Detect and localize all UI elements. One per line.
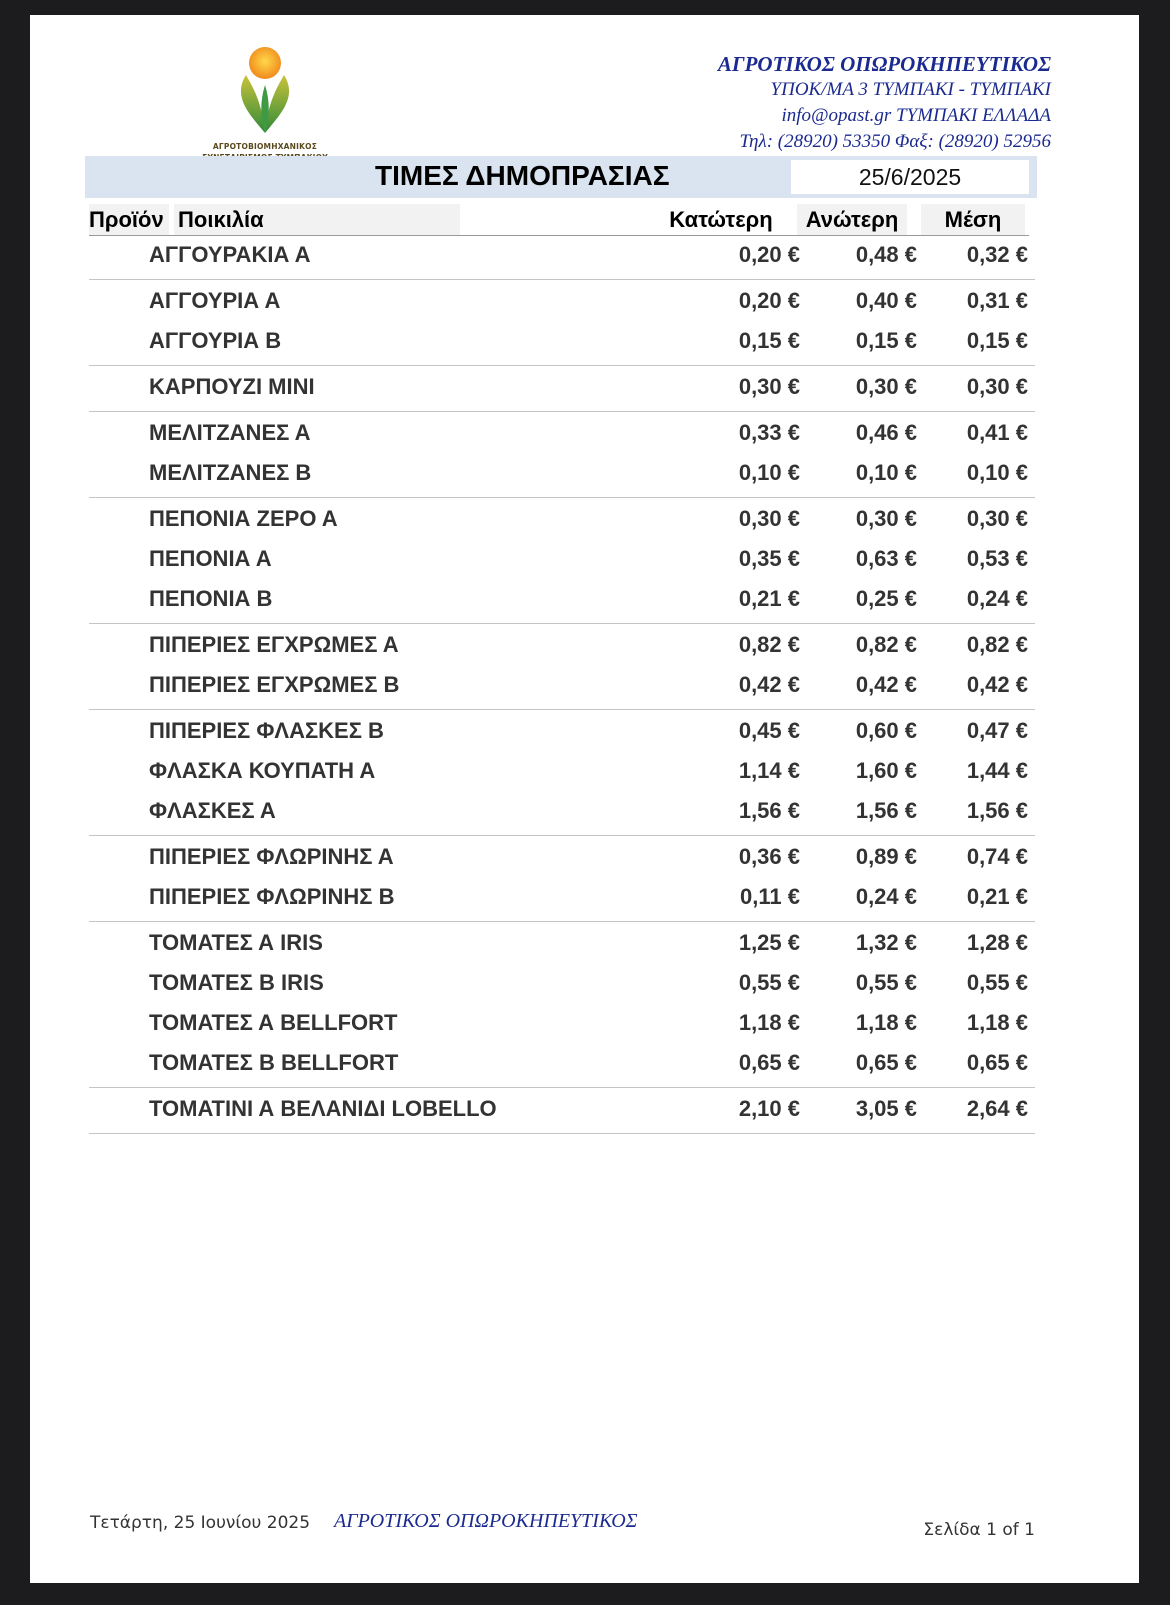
min-price: 0,55 € — [738, 970, 800, 995]
table-row — [30, 453, 1139, 493]
group-divider — [89, 365, 1035, 366]
product-name: ΠΙΠΕΡΙΕΣ ΦΛΑΣΚΕΣ Β — [149, 718, 384, 743]
avg-price: 0,55 € — [966, 970, 1028, 995]
min-price: 0,11 € — [740, 884, 800, 909]
max-price: 0,63 € — [855, 546, 917, 571]
max-price: 0,55 € — [855, 970, 917, 995]
max-price: 0,82 € — [855, 632, 917, 657]
min-price: 1,56 € — [738, 798, 800, 823]
product-name: ΤΟΜΑΤΙΝΙ Α ΒΕΛΑΝΙΔΙ LOBELLO — [149, 1096, 497, 1121]
avg-price: 0,65 € — [966, 1050, 1028, 1075]
min-price: 0,35 € — [738, 546, 800, 571]
group-divider — [89, 921, 1035, 922]
avg-price: 1,28 € — [966, 930, 1028, 955]
logo-line-1: ΑΓΡΟΤΟΒΙΟΜΗΧΑΝΙΚΟΣ — [212, 142, 318, 151]
max-price: 1,56 € — [855, 798, 917, 823]
column-header-avg: Μέση — [921, 204, 1025, 236]
title-bar — [85, 156, 1037, 198]
group-divider — [89, 623, 1035, 624]
min-price: 2,10 € — [738, 1096, 800, 1121]
min-price: 0,20 € — [738, 242, 800, 267]
product-name: ΦΛΑΣΚΕΣ Α — [149, 798, 276, 823]
group-divider — [89, 835, 1035, 836]
table-row — [30, 877, 1139, 917]
avg-price: 0,31 € — [966, 288, 1028, 313]
max-price: 0,42 € — [855, 672, 917, 697]
document-page — [30, 15, 1139, 1583]
max-price: 0,30 € — [855, 374, 917, 399]
avg-price: 0,21 € — [966, 884, 1028, 909]
product-name: ΠΙΠΕΡΙΕΣ ΕΓΧΡΩΜΕΣ Α — [149, 632, 399, 657]
product-name: ΦΛΑΣΚΑ ΚΟΥΠΑΤΗ Α — [149, 758, 376, 783]
product-name: ΑΓΓΟΥΡΙΑ Β — [149, 328, 282, 353]
avg-price: 2,64 € — [966, 1096, 1028, 1121]
table-row — [30, 963, 1139, 1003]
min-price: 0,65 € — [738, 1050, 800, 1075]
org-name: ΑΓΡΟΤΙΚΟΣ ΟΠΩΡΟΚΗΠΕΥΤΙΚΟΣ — [717, 52, 1051, 76]
min-price: 0,30 € — [738, 374, 800, 399]
max-price: 0,89 € — [855, 844, 917, 869]
table-row — [30, 923, 1139, 963]
sun-leaves-icon — [240, 45, 290, 137]
organization-header — [718, 51, 1051, 155]
table-row — [30, 1003, 1139, 1043]
product-name: ΠΙΠΕΡΙΕΣ ΕΓΧΡΩΜΕΣ Β — [149, 672, 400, 697]
group-divider — [89, 1087, 1035, 1088]
table-row — [30, 711, 1139, 751]
avg-price: 0,74 € — [966, 844, 1028, 869]
min-price: 0,45 € — [738, 718, 800, 743]
min-price: 0,21 € — [738, 586, 800, 611]
org-address: ΥΠΟΚ/ΜΑ 3 ΤΥΜΠΑΚΙ - ΤΥΜΠΑΚΙ — [770, 79, 1051, 100]
avg-price: 0,47 € — [966, 718, 1028, 743]
min-price: 0,82 € — [738, 632, 800, 657]
avg-price: 0,82 € — [966, 632, 1028, 657]
product-name: ΤΟΜΑΤΕΣ Β IRIS — [149, 970, 324, 995]
table-row — [30, 665, 1139, 705]
product-name: ΚΑΡΠΟΥΖΙ ΜΙΝΙ — [149, 374, 315, 399]
avg-price: 1,18 € — [966, 1010, 1028, 1035]
table-header — [30, 204, 1139, 238]
product-name: ΠΕΠΟΝΙΑ Α — [149, 546, 272, 571]
max-price: 0,25 € — [855, 586, 917, 611]
min-price: 1,25 € — [738, 930, 800, 955]
column-header-product: Προϊόν — [89, 204, 169, 236]
table-row — [30, 367, 1139, 407]
column-header-variety: Ποικιλία — [174, 204, 460, 236]
page-title: ΤΙΜΕΣ ΔΗΜΟΠΡΑΣΙΑΣ — [375, 160, 670, 191]
table-row — [30, 1043, 1139, 1083]
product-name: ΤΟΜΑΤΕΣ Α IRIS — [149, 930, 323, 955]
avg-price: 1,56 € — [966, 798, 1028, 823]
max-price: 3,05 € — [855, 1096, 917, 1121]
avg-price: 0,15 € — [966, 328, 1028, 353]
org-email: info@opast.gr ΤΥΜΠΑΚΙ ΕΛΛΑΔΑ — [781, 105, 1051, 126]
auction-date: 25/6/2025 — [791, 160, 1029, 194]
min-price: 0,36 € — [738, 844, 800, 869]
column-header-max: Ανώτερη — [797, 204, 907, 236]
avg-price: 0,10 € — [966, 460, 1028, 485]
max-price: 0,24 € — [855, 884, 917, 909]
avg-price: 0,42 € — [966, 672, 1028, 697]
max-price: 0,15 € — [855, 328, 917, 353]
min-price: 0,33 € — [738, 420, 800, 445]
table-row — [30, 235, 1139, 275]
table-row — [30, 1089, 1139, 1129]
min-price: 0,20 € — [738, 288, 800, 313]
table-row — [30, 837, 1139, 877]
product-name: ΜΕΛΙΤΖΑΝΕΣ Α — [149, 420, 311, 445]
max-price: 1,32 € — [855, 930, 917, 955]
product-name: ΠΙΠΕΡΙΕΣ ΦΛΩΡΙΝΗΣ Α — [149, 844, 394, 869]
product-name: ΜΕΛΙΤΖΑΝΕΣ Β — [149, 460, 312, 485]
max-price: 0,30 € — [855, 506, 917, 531]
max-price: 0,40 € — [855, 288, 917, 313]
product-name: ΤΟΜΑΤΕΣ Β BELLFORT — [149, 1050, 399, 1075]
min-price: 0,10 € — [738, 460, 800, 485]
group-divider — [89, 411, 1035, 412]
table-row — [30, 625, 1139, 665]
min-price: 0,30 € — [738, 506, 800, 531]
max-price: 1,18 € — [855, 1010, 917, 1035]
product-name: ΠΙΠΕΡΙΕΣ ΦΛΩΡΙΝΗΣ Β — [149, 884, 395, 909]
table-row — [30, 499, 1139, 539]
table-row — [30, 751, 1139, 791]
avg-price: 0,24 € — [966, 586, 1028, 611]
min-price: 0,42 € — [738, 672, 800, 697]
footer-date: Τετάρτη, 25 Ιουνίου 2025 — [90, 1513, 311, 1533]
avg-price: 1,44 € — [966, 758, 1028, 783]
avg-price: 0,53 € — [966, 546, 1028, 571]
page-number: Σελίδα 1 of 1 — [923, 1520, 1035, 1540]
max-price: 0,65 € — [855, 1050, 917, 1075]
group-divider — [89, 709, 1035, 710]
footer-org: ΑΓΡΟΤΙΚΟΣ ΟΠΩΡΟΚΗΠΕΥΤΙΚΟΣ — [334, 1510, 638, 1532]
max-price: 0,46 € — [855, 420, 917, 445]
avg-price: 0,32 € — [966, 242, 1028, 267]
table-row — [30, 579, 1139, 619]
org-phone: Τηλ: (28920) 53350 Φαξ: (28920) 52956 — [739, 131, 1051, 152]
group-divider — [89, 497, 1035, 498]
table-row — [30, 281, 1139, 321]
product-name: ΤΟΜΑΤΕΣ Α BELLFORT — [149, 1010, 398, 1035]
table-row — [30, 321, 1139, 361]
product-name: ΠΕΠΟΝΙΑ ΖΕΡΟ Α — [149, 506, 338, 531]
max-price: 1,60 € — [855, 758, 917, 783]
group-divider — [89, 1133, 1035, 1134]
product-name: ΠΕΠΟΝΙΑ Β — [149, 586, 273, 611]
avg-price: 0,41 € — [966, 420, 1028, 445]
max-price: 0,48 € — [855, 242, 917, 267]
group-divider — [89, 279, 1035, 280]
avg-price: 0,30 € — [966, 506, 1028, 531]
min-price: 1,18 € — [738, 1010, 800, 1035]
min-price: 1,14 € — [738, 758, 800, 783]
table-row — [30, 413, 1139, 453]
table-row — [30, 791, 1139, 831]
max-price: 0,60 € — [855, 718, 917, 743]
avg-price: 0,30 € — [966, 374, 1028, 399]
cooperative-logo — [190, 45, 340, 170]
table-row — [30, 539, 1139, 579]
max-price: 0,10 € — [855, 460, 917, 485]
column-header-min: Κατώτερη — [662, 204, 780, 236]
product-name: ΑΓΓΟΥΡΑΚΙΑ Α — [149, 242, 311, 267]
min-price: 0,15 € — [738, 328, 800, 353]
product-name: ΑΓΓΟΥΡΙΑ Α — [149, 288, 281, 313]
